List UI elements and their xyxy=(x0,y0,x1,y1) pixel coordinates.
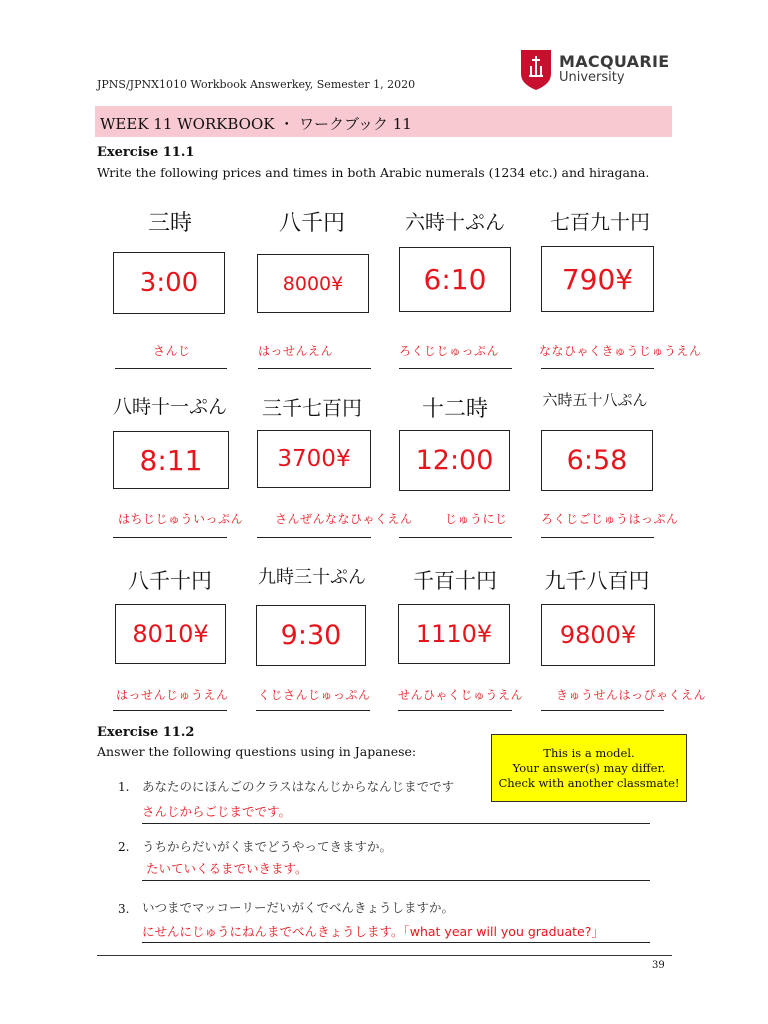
logo-title: MACQUARIE xyxy=(559,52,670,71)
hiragana-reading: さんじ xyxy=(153,344,191,358)
prompt: 八時十一ぷん xyxy=(112,396,227,418)
exercise-1-title: Exercise 11.1 xyxy=(97,145,195,160)
note-line: Your answer(s) may differ. xyxy=(512,760,666,775)
answer-box: 9:30 xyxy=(256,605,366,666)
question-number: 2. xyxy=(118,840,130,854)
answer-box: 9800¥ xyxy=(541,604,655,666)
answer-box: 8:11 xyxy=(113,431,229,489)
answer-underline xyxy=(115,368,227,369)
hiragana-reading: くじさんじゅっぷん xyxy=(258,688,371,702)
answer-box: 3:00 xyxy=(113,252,225,314)
hiragana-reading: さんぜんななひゃくえん xyxy=(275,512,413,526)
question-text: うちからだいがくまでどうやってきますか。 xyxy=(142,839,393,854)
course-header: JPNS/JPNX1010 Workbook Answerkey, Semester 1, 2020 xyxy=(97,78,416,91)
answer-box: 6:58 xyxy=(541,430,653,491)
prompt: 六時十ぷん xyxy=(405,210,505,234)
prompt: 八千十円 xyxy=(128,569,212,593)
hiragana-reading: はちじじゅういっぷん xyxy=(118,512,244,526)
model-answer-note xyxy=(491,734,687,802)
exercise-2-instruction: Answer the following questions using in Japanese: xyxy=(97,744,417,759)
hiragana-reading: はっせんじゅうえん xyxy=(116,688,229,702)
question-number: 3. xyxy=(118,902,130,916)
page-number: 39 xyxy=(652,960,665,971)
answer-underline xyxy=(541,537,654,538)
hiragana-reading: ななひゃくきゅうじゅうえん xyxy=(539,344,702,358)
answer-box: 8010¥ xyxy=(115,604,226,664)
answer-box: 1110¥ xyxy=(398,604,510,664)
exercise-1-instruction: Write the following prices and times in both Arabic numerals (1234 etc.) and hiragana. xyxy=(97,165,650,180)
answer-underline xyxy=(256,710,370,711)
answer-underline xyxy=(113,710,227,711)
answer-underline xyxy=(113,537,227,538)
note-line: Check with another classmate! xyxy=(498,775,680,790)
answer-underline xyxy=(257,537,371,538)
hiragana-reading: じゅうにじ xyxy=(445,512,508,526)
answer-underline xyxy=(142,823,650,824)
answer-underline xyxy=(399,537,512,538)
prompt: 六時五十八ぷん xyxy=(542,391,648,409)
prompt: 八千円 xyxy=(278,211,345,236)
macquarie-logo xyxy=(521,50,681,92)
question-text: あなたのにほんごのクラスはなんじからなんじまでです xyxy=(142,779,455,794)
prompt: 九千八百円 xyxy=(544,569,650,593)
note-line: This is a model. xyxy=(543,745,635,760)
week-title: WEEK 11 WORKBOOK ・ ワークブック 11 xyxy=(100,115,412,133)
answer-underline xyxy=(142,942,650,943)
prompt: 千百十円 xyxy=(413,569,497,593)
answer-underline xyxy=(398,710,512,711)
answer-underline xyxy=(541,710,664,711)
answer-underline xyxy=(142,880,650,881)
answer-underline xyxy=(258,368,371,369)
hiragana-reading: はっせんえん xyxy=(258,344,334,358)
answer-underline xyxy=(541,368,654,369)
footer-divider xyxy=(97,955,672,956)
exercise-2-title: Exercise 11.2 xyxy=(97,725,195,740)
answer-box: 3700¥ xyxy=(257,430,371,488)
week-banner xyxy=(95,106,672,137)
answer-box: 12:00 xyxy=(399,430,510,491)
answer-text: にせんにじゅうにねんまでべんきょうします。「what year will you graduate?」 xyxy=(142,924,604,939)
answer-box: 8000¥ xyxy=(257,254,369,313)
answer-text: さんじからごじまでです。 xyxy=(142,804,292,819)
prompt: 十二時 xyxy=(421,397,488,422)
logo-subtitle: University xyxy=(559,70,625,85)
answer-text: たいていくるまでいきます。 xyxy=(146,861,308,876)
prompt: 七百九十円 xyxy=(550,210,650,234)
university-crest-icon xyxy=(521,50,551,90)
answer-box: 790¥ xyxy=(541,246,654,312)
answer-box: 6:10 xyxy=(399,247,511,312)
prompt: 九時三十ぷん xyxy=(258,567,366,588)
question-text: いつまでマッコーリーだいがくでべんきょうしますか。 xyxy=(142,900,455,915)
answer-underline xyxy=(399,368,512,369)
hiragana-reading: ろくじごじゅうはっぷん xyxy=(541,512,679,526)
hiragana-reading: きゅうせんはっぴゃくえん xyxy=(556,688,707,702)
question-number: 1. xyxy=(118,780,130,794)
prompt: 三時 xyxy=(147,211,192,236)
hiragana-reading: ろくじじゅっぷん xyxy=(399,344,500,358)
prompt: 三千七百円 xyxy=(262,396,362,420)
hiragana-reading: せんひゃくじゅうえん xyxy=(398,688,524,702)
